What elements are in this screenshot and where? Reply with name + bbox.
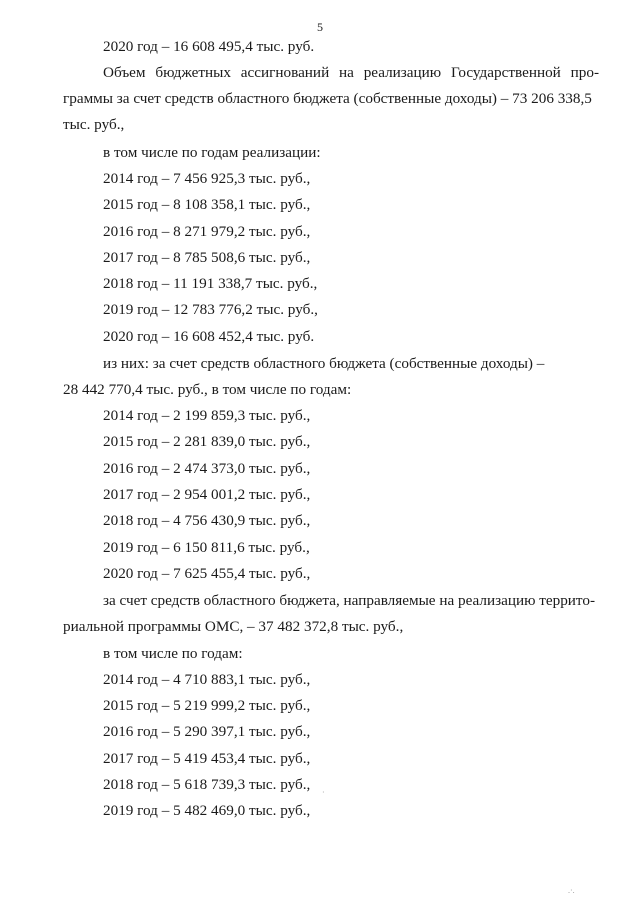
word: бюджетных bbox=[155, 64, 231, 81]
list-item: 2014 год – 4 710 883,1 тыс. руб., bbox=[103, 671, 311, 688]
text-line: из них: за счет средств областного бюджета (собственные доходы) – bbox=[103, 355, 545, 372]
word: реализацию bbox=[363, 64, 442, 81]
text-line: в том числе по годам: bbox=[103, 645, 243, 662]
scan-smudge: .·. bbox=[568, 886, 575, 895]
list-item: 2016 год – 5 290 397,1 тыс. руб., bbox=[103, 723, 311, 740]
text-line: 28 442 770,4 тыс. руб., в том числе по годам: bbox=[63, 381, 352, 398]
list-item: 2015 год – 5 219 999,2 тыс. руб., bbox=[103, 697, 311, 714]
text-line bbox=[103, 64, 599, 82]
scan-dot: · bbox=[322, 788, 325, 797]
list-item: 2019 год – 12 783 776,2 тыс. руб., bbox=[103, 301, 318, 318]
list-item: 2020 год – 7 625 455,4 тыс. руб., bbox=[103, 565, 311, 582]
list-item: 2017 год – 8 785 508,6 тыс. руб., bbox=[103, 249, 311, 266]
text-line: граммы за счет средств областного бюджета (собственные доходы) – 73 206 338,5 bbox=[63, 90, 592, 107]
text-line: тыс. руб., bbox=[63, 116, 125, 133]
word: ассигнований bbox=[240, 64, 330, 81]
word: на bbox=[339, 64, 354, 81]
text-line: 2020 год – 16 608 495,4 тыс. руб. bbox=[103, 38, 315, 55]
list-item: 2019 год – 5 482 469,0 тыс. руб., bbox=[103, 802, 311, 819]
word: Объем bbox=[103, 64, 146, 81]
list-item: 2016 год – 8 271 979,2 тыс. руб., bbox=[103, 223, 311, 240]
list-item: 2018 год – 5 618 739,3 тыс. руб., bbox=[103, 776, 311, 793]
list-item: 2015 год – 8 108 358,1 тыс. руб., bbox=[103, 196, 311, 213]
list-item: 2020 год – 16 608 452,4 тыс. руб. bbox=[103, 328, 315, 345]
list-item: 2014 год – 2 199 859,3 тыс. руб., bbox=[103, 407, 311, 424]
text-line: за счет средств областного бюджета, направляемые на реализацию террито- bbox=[103, 592, 596, 609]
page-number: 5 bbox=[317, 20, 323, 34]
list-item: 2017 год – 2 954 001,2 тыс. руб., bbox=[103, 486, 311, 503]
list-item: 2017 год – 5 419 453,4 тыс. руб., bbox=[103, 750, 311, 767]
list-item: 2018 год – 11 191 338,7 тыс. руб., bbox=[103, 275, 318, 292]
text-line: риальной программы ОМС, – 37 482 372,8 тыс. руб., bbox=[63, 618, 404, 635]
list-item: 2019 год – 6 150 811,6 тыс. руб., bbox=[103, 539, 310, 556]
list-item: 2015 год – 2 281 839,0 тыс. руб., bbox=[103, 433, 311, 450]
word: Государственной bbox=[450, 64, 561, 81]
word: про- bbox=[570, 64, 599, 81]
list-item: 2018 год – 4 756 430,9 тыс. руб., bbox=[103, 512, 311, 529]
list-item: 2014 год – 7 456 925,3 тыс. руб., bbox=[103, 170, 311, 187]
text-line: в том числе по годам реализации: bbox=[103, 144, 321, 161]
list-item: 2016 год – 2 474 373,0 тыс. руб., bbox=[103, 460, 311, 477]
